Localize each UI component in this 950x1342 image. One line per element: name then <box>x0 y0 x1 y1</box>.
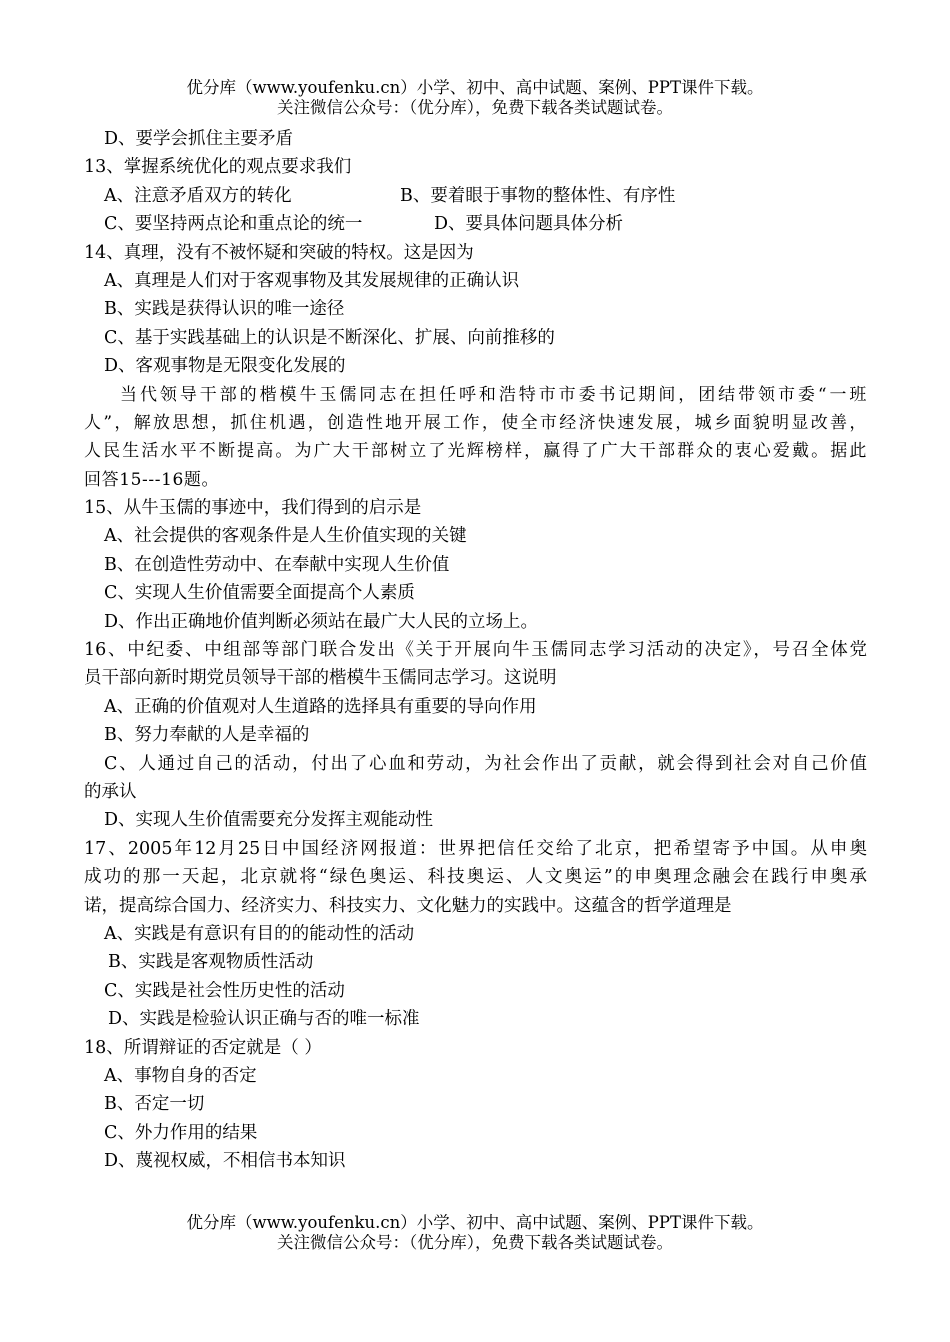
question-16: 16、中纪委、中组部等部门联合发出《关于开展向牛玉儒同志学习活动的决定》，号召全体党 <box>84 640 867 661</box>
option-c: C、人通过自己的活动，付出了心血和劳动，为社会作出了贡献，就会得到社会对自己价值 <box>104 753 867 774</box>
option-c: C、实践是社会性历史性的活动 <box>104 980 345 1001</box>
footer-line-1: 优分库（www.youfenku.cn）小学、初中、高中试题、案例、PPT课件下载。 <box>186 1213 764 1232</box>
question-14: 14、真理，没有不被怀疑和突破的特权。这是因为 <box>84 242 474 263</box>
option-line: D、要学会抓住主要矛盾 <box>104 129 294 149</box>
question-15: 15、从牛玉儒的事迹中，我们得到的启示是 <box>84 498 422 519</box>
question-content <box>84 125 867 1175</box>
option-d: D、蔑视权威，不相信书本知识 <box>104 1151 346 1172</box>
passage-line: 人”，解放思想，抓住机遇，创造性地开展工作，使全市经济快速发展，城乡面貌明显改善， <box>84 412 867 433</box>
option-c-cont: 的承认 <box>84 781 137 802</box>
option-a: A、真理是人们对于客观事物及其发展规律的正确认识 <box>104 270 520 291</box>
header-line-2: 关注微信公众号：（优分库），免费下载各类试题试卷。 <box>277 98 673 117</box>
option-row <box>84 210 867 238</box>
option-c: C、基于实践基础上的认识是不断深化、扩展、向前推移的 <box>104 327 555 348</box>
option-a: A、社会提供的客观条件是人生价值实现的关键 <box>104 526 467 547</box>
option-c: C、要坚持两点论和重点论的统一 <box>104 214 363 235</box>
option-a: A、正确的价值观对人生道路的选择具有重要的导向作用 <box>104 696 537 717</box>
option-d: D、实现人生价值需要充分发挥主观能动性 <box>104 810 434 831</box>
option-b: B、否定一切 <box>104 1094 205 1115</box>
option-a: A、注意矛盾双方的转化 <box>104 185 292 206</box>
option-d: D、要具体问题具体分析 <box>434 214 624 235</box>
option-b: B、实践是客观物质性活动 <box>108 952 314 973</box>
passage-line: 回答15---16题。 <box>84 469 220 490</box>
option-b: B、实践是获得认识的唯一途径 <box>104 299 345 320</box>
question-17-cont: 成功的那一天起，北京就将“绿色奥运、科技奥运、人文奥运”的申奥理念融会在践行申奥承 <box>84 867 867 888</box>
option-b: B、在创造性劳动中、在奉献中实现人生价值 <box>104 554 450 575</box>
option-b: B、努力奉献的人是幸福的 <box>104 725 310 746</box>
option-c: C、外力作用的结果 <box>104 1122 258 1143</box>
question-17: 17、2005年12月25日中国经济网报道：世界把信任交给了北京，把希望寄予中国。从申奥 <box>84 838 867 859</box>
option-c: C、实现人生价值需要全面提高个人素质 <box>104 583 415 604</box>
option-row <box>84 182 867 210</box>
page-footer <box>0 1213 950 1253</box>
page-header <box>0 78 950 118</box>
option-a: A、事物自身的否定 <box>104 1065 257 1086</box>
footer-line-2: 关注微信公众号：（优分库），免费下载各类试题试卷。 <box>277 1233 673 1252</box>
passage-line: 当代领导干部的楷模牛玉儒同志在担任呼和浩特市市委书记期间，团结带领市委“一班 <box>120 384 867 405</box>
question-18: 18、所谓辩证的否定就是（ ） <box>84 1037 322 1058</box>
question-17-cont: 诺，提高综合国力、经济实力、科技实力、文化魅力的实践中。这蕴含的哲学道理是 <box>84 895 732 916</box>
option-d: D、实践是检验认识正确与否的唯一标准 <box>108 1009 420 1030</box>
option-d: D、作出正确地价值判断必须站在最广大人民的立场上。 <box>104 611 539 632</box>
header-line-1: 优分库（www.youfenku.cn）小学、初中、高中试题、案例、PPT课件下载。 <box>186 78 764 97</box>
option-a: A、实践是有意识有目的的能动性的活动 <box>104 923 415 944</box>
passage-line: 人民生活水平不断提高。为广大干部树立了光辉榜样，赢得了广大干部群众的衷心爱戴。据此 <box>84 441 867 462</box>
option-d: D、客观事物是无限变化发展的 <box>104 356 346 377</box>
question-16-cont: 员干部向新时期党员领导干部的楷模牛玉儒同志学习。这说明 <box>84 668 557 689</box>
option-b: B、要着眼于事物的整体性、有序性 <box>400 185 676 206</box>
question-13: 13、掌握系统优化的观点要求我们 <box>84 157 352 178</box>
